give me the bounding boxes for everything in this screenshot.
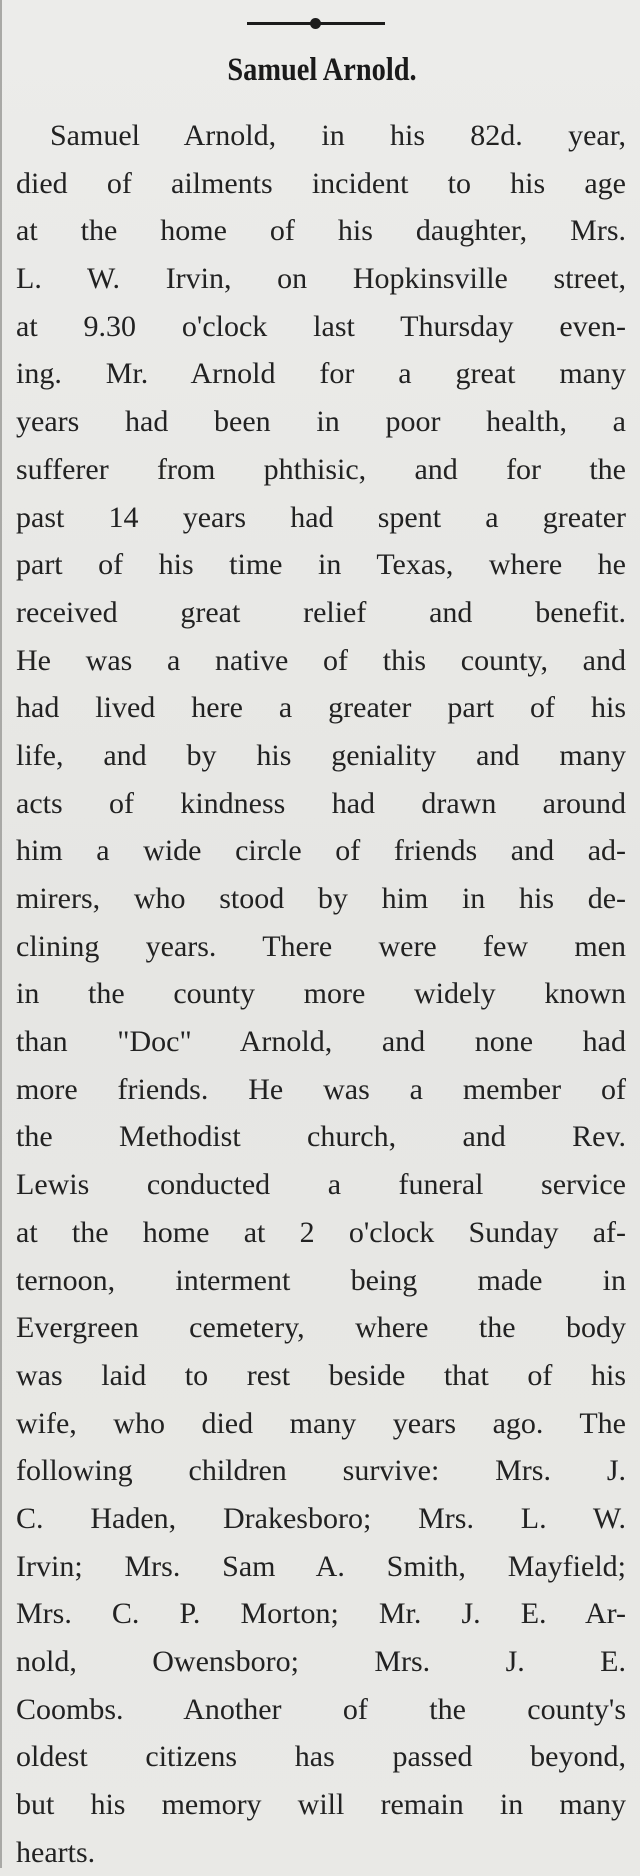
- article-line: at 9.30 o'clock last Thursday even-: [16, 309, 626, 343]
- article-line: but his memory will remain in many: [16, 1788, 626, 1822]
- article-line: than "Doc" Arnold, and none had: [16, 1025, 626, 1059]
- article-line: part of his time in Texas, where he: [16, 548, 626, 582]
- article-line: following children survive: Mrs. J.: [16, 1454, 626, 1488]
- article-line: past 14 years had spent a greater: [16, 500, 626, 534]
- article-line: hearts.: [16, 1835, 96, 1869]
- article-line: had lived here a greater part of his: [16, 691, 626, 725]
- article-line: him a wide circle of friends and ad-: [16, 834, 626, 868]
- article-line: Samuel Arnold, in his 82d. year,: [50, 119, 626, 152]
- article-line: Evergreen cemetery, where the body: [16, 1311, 626, 1345]
- article-line: was laid to rest beside that of his: [16, 1358, 626, 1392]
- ornamental-rule-dot: [310, 18, 321, 29]
- article-line: Mrs. C. P. Morton; Mr. J. E. Ar-: [16, 1597, 626, 1631]
- article-line: mirers, who stood by him in his de-: [16, 882, 626, 915]
- article-line: at the home of his daughter, Mrs.: [16, 214, 626, 248]
- article-line: in the county more widely known: [16, 977, 626, 1011]
- article-line: L. W. Irvin, on Hopkinsville street,: [16, 262, 626, 296]
- article-line: at the home at 2 o'clock Sunday af-: [16, 1215, 626, 1249]
- article-line: oldest citizens has passed beyond,: [16, 1740, 626, 1774]
- article-line: the Methodist church, and Rev.: [16, 1120, 626, 1154]
- article-line: ternoon, interment being made in: [16, 1263, 626, 1297]
- article-line: acts of kindness had drawn around: [16, 786, 626, 820]
- headline: Samuel Arnold.: [227, 52, 417, 88]
- article-line: life, and by his geniality and many: [16, 738, 626, 772]
- article-body: [16, 112, 626, 1876]
- article-line: ing. Mr. Arnold for a great many: [16, 357, 626, 391]
- article-line: C. Haden, Drakesboro; Mrs. L. W.: [16, 1501, 626, 1535]
- article-line: Coombs. Another of the county's: [16, 1692, 626, 1726]
- article-line: died of ailments incident to his age: [16, 166, 626, 200]
- article-line: Irvin; Mrs. Sam A. Smith, Mayfield;: [16, 1549, 626, 1583]
- article-line: received great relief and benefit.: [16, 595, 626, 629]
- article-line: Lewis conducted a funeral service: [16, 1168, 626, 1202]
- article-line: He was a native of this county, and: [16, 643, 626, 677]
- article-line: years had been in poor health, a: [16, 405, 626, 439]
- article-line: clining years. There were few men: [16, 929, 626, 963]
- article-line: more friends. He was a member of: [16, 1072, 626, 1106]
- article-line: sufferer from phthisic, and for the: [16, 452, 626, 486]
- article-line: wife, who died many years ago. The: [16, 1406, 626, 1440]
- article-line: nold, Owensboro; Mrs. J. E.: [16, 1645, 626, 1678]
